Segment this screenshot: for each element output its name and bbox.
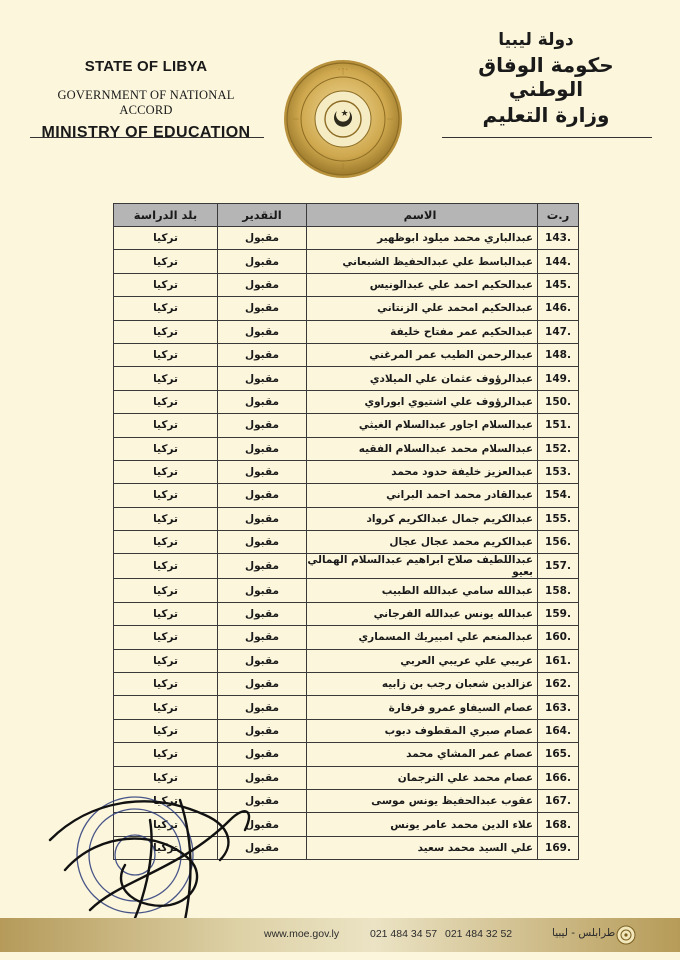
student-name: علاء الدين محمد عامر يونس bbox=[307, 813, 538, 836]
table-row bbox=[114, 320, 579, 343]
student-grade: مقبول bbox=[218, 250, 307, 273]
footer-city: طرابلس - ليبيا bbox=[552, 927, 616, 939]
column-header-name: الاسم bbox=[307, 204, 538, 227]
student-name: عبدالسلام محمد عبدالسلام الفقيه bbox=[307, 437, 538, 460]
row-number: 168. bbox=[538, 813, 579, 836]
row-number: 162. bbox=[538, 673, 579, 696]
table-header-row bbox=[114, 204, 579, 227]
student-grade: مقبول bbox=[218, 460, 307, 483]
student-grade: مقبول bbox=[218, 696, 307, 719]
student-grade: مقبول bbox=[218, 390, 307, 413]
student-grade: مقبول bbox=[218, 437, 307, 460]
student-grade: مقبول bbox=[218, 719, 307, 742]
student-name: عزالدين شعبان رجب بن زابيه bbox=[307, 673, 538, 696]
row-number: 151. bbox=[538, 414, 579, 437]
ministry-name-en: MINISTRY OF EDUCATION bbox=[41, 124, 251, 141]
footer-phone-2: 021 484 32 52 bbox=[445, 928, 513, 940]
study-country: تركيا bbox=[114, 390, 218, 413]
row-number: 166. bbox=[538, 766, 579, 789]
study-country: تركيا bbox=[114, 602, 218, 625]
state-name-en: STATE OF LIBYA bbox=[84, 58, 208, 75]
footer-bar bbox=[0, 918, 680, 952]
study-country: تركيا bbox=[114, 673, 218, 696]
student-name: عبدالله سامي عبدالله الطبيب bbox=[307, 579, 538, 602]
table-row bbox=[114, 579, 579, 602]
table-row bbox=[114, 743, 579, 766]
student-grade: مقبول bbox=[218, 836, 307, 859]
table-row bbox=[114, 626, 579, 649]
government-name-ar: حكومة الوفاق الوطني bbox=[478, 53, 614, 101]
study-country: تركيا bbox=[114, 813, 218, 836]
table-row bbox=[114, 250, 579, 273]
table-row bbox=[114, 836, 579, 859]
table-row bbox=[114, 484, 579, 507]
government-name-en: GOVERNMENT OF NATIONAL ACCORD bbox=[57, 88, 235, 117]
study-country: تركيا bbox=[114, 297, 218, 320]
row-number: 157. bbox=[538, 554, 579, 579]
column-header-grade: التقدير bbox=[218, 204, 307, 227]
student-grade: مقبول bbox=[218, 484, 307, 507]
table-row bbox=[114, 367, 579, 390]
student-grade: مقبول bbox=[218, 531, 307, 554]
row-number: 158. bbox=[538, 579, 579, 602]
study-country: تركيا bbox=[114, 460, 218, 483]
student-name: عبدالله يونس عبدالله الفرجاني bbox=[307, 602, 538, 625]
table-body bbox=[114, 227, 579, 860]
svg-text:· · ·: · · bbox=[337, 66, 349, 74]
student-name: عبدالكريم محمد عجال عجال bbox=[307, 531, 538, 554]
student-grade: مقبول bbox=[218, 297, 307, 320]
student-name: عبدالحكيم احمد علي عبدالونيس bbox=[307, 273, 538, 296]
state-name-ar: دولة ليبيا bbox=[498, 30, 574, 50]
study-country: تركيا bbox=[114, 766, 218, 789]
row-number: 147. bbox=[538, 320, 579, 343]
footer-phone-1: 021 484 34 57 bbox=[370, 928, 438, 940]
student-name: عقوب عبدالحفيظ يونس موسى bbox=[307, 789, 538, 812]
student-grade: مقبول bbox=[218, 273, 307, 296]
table-row bbox=[114, 531, 579, 554]
header-english bbox=[30, 58, 262, 142]
student-name: علي السيد محمد سعيد bbox=[307, 836, 538, 859]
study-country: تركيا bbox=[114, 367, 218, 390]
student-name: عريبي علي عريبي العربي bbox=[307, 649, 538, 672]
row-number: 154. bbox=[538, 484, 579, 507]
student-grade: مقبول bbox=[218, 626, 307, 649]
student-grade: مقبول bbox=[218, 813, 307, 836]
students-table bbox=[113, 203, 579, 860]
study-country: تركيا bbox=[114, 227, 218, 250]
student-name: عبدالسلام اجاور عبدالسلام الغيثي bbox=[307, 414, 538, 437]
study-country: تركيا bbox=[114, 554, 218, 579]
table-row bbox=[114, 343, 579, 366]
study-country: تركيا bbox=[114, 320, 218, 343]
footer-website: www.moe.gov.ly bbox=[264, 928, 340, 940]
row-number: 165. bbox=[538, 743, 579, 766]
student-name: عبدالعزيز خليفة حدود محمد bbox=[307, 460, 538, 483]
study-country: تركيا bbox=[114, 531, 218, 554]
student-grade: مقبول bbox=[218, 649, 307, 672]
footer-emblem-icon bbox=[616, 925, 636, 945]
row-number: 155. bbox=[538, 507, 579, 530]
student-name: عبدالمنعم علي امبيريك المسماري bbox=[307, 626, 538, 649]
study-country: تركيا bbox=[114, 250, 218, 273]
study-country: تركيا bbox=[114, 626, 218, 649]
row-number: 152. bbox=[538, 437, 579, 460]
study-country: تركيا bbox=[114, 789, 218, 812]
table-row bbox=[114, 437, 579, 460]
table-row bbox=[114, 273, 579, 296]
table-row bbox=[114, 673, 579, 696]
student-name: عصام السيفاو عمرو فرفارة bbox=[307, 696, 538, 719]
student-grade: مقبول bbox=[218, 343, 307, 366]
student-grade: مقبول bbox=[218, 789, 307, 812]
row-number: 159. bbox=[538, 602, 579, 625]
table-row bbox=[114, 390, 579, 413]
row-number: 160. bbox=[538, 626, 579, 649]
row-number: 153. bbox=[538, 460, 579, 483]
table-row bbox=[114, 297, 579, 320]
student-grade: مقبول bbox=[218, 414, 307, 437]
student-name: عبدالقادر محمد احمد البراني bbox=[307, 484, 538, 507]
student-name: عصام عمر المشاي محمد bbox=[307, 743, 538, 766]
table-row bbox=[114, 766, 579, 789]
column-header-number: ر.ت bbox=[538, 204, 579, 227]
table-row bbox=[114, 789, 579, 812]
study-country: تركيا bbox=[114, 437, 218, 460]
student-name: عبداللطيف صلاح ابراهيم عبدالسلام الهمالي بعيو bbox=[307, 554, 538, 579]
row-number: 167. bbox=[538, 789, 579, 812]
table-row bbox=[114, 696, 579, 719]
student-name: عبدالباسط علي عبدالحفيظ الشبعاني bbox=[307, 250, 538, 273]
column-header-country: بلد الدراسة bbox=[114, 204, 218, 227]
study-country: تركيا bbox=[114, 579, 218, 602]
student-name: عصام صبري المقطوف دبوب bbox=[307, 719, 538, 742]
row-number: 150. bbox=[538, 390, 579, 413]
header-divider-left bbox=[30, 137, 264, 138]
student-grade: مقبول bbox=[218, 766, 307, 789]
study-country: تركيا bbox=[114, 484, 218, 507]
student-grade: مقبول bbox=[218, 743, 307, 766]
table-row bbox=[114, 414, 579, 437]
study-country: تركيا bbox=[114, 343, 218, 366]
student-name: عبدالرحمن الطيب عمر المرغني bbox=[307, 343, 538, 366]
student-name: عبدالباري محمد ميلود ابوظهير bbox=[307, 227, 538, 250]
study-country: تركيا bbox=[114, 836, 218, 859]
student-name: عصام محمد علي الترجمان bbox=[307, 766, 538, 789]
student-name: عبدالحكيم امحمد علي الزنتاني bbox=[307, 297, 538, 320]
row-number: 161. bbox=[538, 649, 579, 672]
table-row bbox=[114, 649, 579, 672]
student-name: عبدالرؤوف عثمان علي الميلادي bbox=[307, 367, 538, 390]
student-name: عبدالحكيم عمر مفتاح خليفة bbox=[307, 320, 538, 343]
row-number: 163. bbox=[538, 696, 579, 719]
row-number: 144. bbox=[538, 250, 579, 273]
student-grade: مقبول bbox=[218, 507, 307, 530]
student-name: عبدالرؤوف علي اشتيوي ابوراوي bbox=[307, 390, 538, 413]
study-country: تركيا bbox=[114, 649, 218, 672]
table-row bbox=[114, 813, 579, 836]
student-grade: مقبول bbox=[218, 673, 307, 696]
study-country: تركيا bbox=[114, 507, 218, 530]
row-number: 169. bbox=[538, 836, 579, 859]
student-grade: مقبول bbox=[218, 320, 307, 343]
study-country: تركيا bbox=[114, 273, 218, 296]
row-number: 148. bbox=[538, 343, 579, 366]
row-number: 146. bbox=[538, 297, 579, 320]
student-grade: مقبول bbox=[218, 367, 307, 390]
table-row bbox=[114, 602, 579, 625]
row-number: 145. bbox=[538, 273, 579, 296]
government-seal-icon bbox=[282, 58, 404, 180]
row-number: 156. bbox=[538, 531, 579, 554]
study-country: تركيا bbox=[114, 743, 218, 766]
student-grade: مقبول bbox=[218, 602, 307, 625]
table-row bbox=[114, 227, 579, 250]
row-number: 143. bbox=[538, 227, 579, 250]
student-grade: مقبول bbox=[218, 554, 307, 579]
ministry-name-ar: وزارة التعليم bbox=[482, 103, 610, 127]
header-arabic bbox=[440, 30, 652, 127]
student-grade: مقبول bbox=[218, 227, 307, 250]
table-row bbox=[114, 460, 579, 483]
study-country: تركيا bbox=[114, 696, 218, 719]
header-divider-right bbox=[442, 137, 652, 138]
student-name: عبدالكريم جمال عبدالكريم كرواد bbox=[307, 507, 538, 530]
study-country: تركيا bbox=[114, 719, 218, 742]
student-grade: مقبول bbox=[218, 579, 307, 602]
row-number: 164. bbox=[538, 719, 579, 742]
study-country: تركيا bbox=[114, 414, 218, 437]
table-row bbox=[114, 554, 579, 579]
table-row bbox=[114, 719, 579, 742]
table-row bbox=[114, 507, 579, 530]
row-number: 149. bbox=[538, 367, 579, 390]
